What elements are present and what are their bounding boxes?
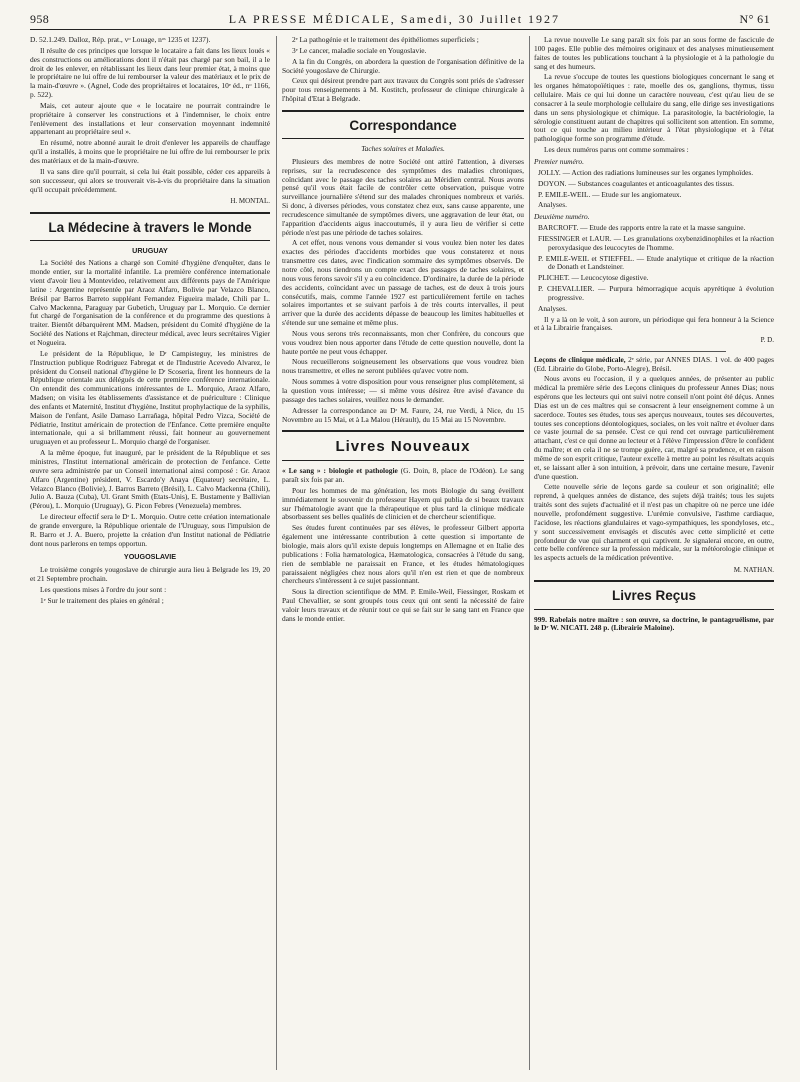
column-divider (529, 36, 530, 1070)
list-item: FIESSINGER et LAUR. — Les granulations oxybenzidinophiles et la réaction peroxydasique des leucocytes de l'homme. (538, 233, 774, 252)
paragraph: Ses études furent continuées par ses élèves, le professeur Gilbert apporta également une intéressante contribution à cette question si importante de biologie, mais alors qu'il existe depuis longtemps en Allemagne et en Italie des publications : Folia hæmatologica, Hæmatologica, consacrées à l'étude du sang, rien de semblable ne paraissait en France, et les études hématologiques paraissaient négligées chez nous alors qu'il n'en est rien et que de nombreux chercheurs s'intéressent à ce sujet passionnant. (282, 523, 524, 586)
list-item: PLICHET. — Leucocytose digestive. (538, 273, 649, 283)
contents-list (534, 224, 774, 314)
paragraph: 1ᵉ Sur le traitement des plaies en général ; (40, 595, 164, 605)
section-title-livres-recus: Livres Reçus (534, 580, 774, 609)
paragraph: Mais, cet auteur ajoute que « le locataire ne pourrait contraindre le propriétaire à conserver les constructions et à l'indemniser, le choix entre l'enlèvement des installations et leur conservation moyennant indemnité appartenant au propriétaire seul ». (30, 100, 270, 137)
list-item: Analyses. (538, 303, 567, 313)
author-signature: P. D. (760, 336, 774, 345)
page-number: 958 (30, 12, 50, 26)
paragraph: D. 52.1.249. Dalloz, Rép. prat., vᵒ Louage, nᵒˢ 1235 et 1237). (30, 35, 211, 44)
book-entry (282, 467, 524, 485)
paragraph: Les deux numéros parus ont comme sommaires : (544, 145, 689, 155)
book-entry (534, 356, 774, 374)
separator-rule (582, 351, 726, 352)
issue-label: Deuxième numéro. (534, 212, 590, 222)
paragraph: Il va sans dire qu'il pourrait, si cela lui était possible, céder ces appareils à son successeur, qui alors se trouverait vis-à-vis du propriétaire dans la situation qu'il occupait précédemment. (30, 166, 270, 194)
paragraph: La revue s'occupe de toutes les questions biologiques concernant le sang et les organes hématopoïétiques : rate, moelle des os, ganglions, thymus, tissu cellulaire. Mais ce qui lui donne un caractère nouveau, c'est qu'au lieu de se consacrer à la seule morphologie cellulaire du sang, elle dirige ses investigations dans un sens physiologique et chimique. La parasitologie, la bactériologie, la sérologie constituent autant de chapitres qui sollicitent son attention. En somme, tout ce qui touche au milieu intérieur à l'état physiologique et à l'état pathologique forme son programme d'étude. (534, 72, 774, 144)
paragraph: La revue nouvelle Le sang paraît six fois par an sous forme de fascicule de 100 pages. Elle publie des mémoires originaux et des analyses minutieusement faites de toutes les publications touchant à la physiologie et à la pathologie du sang et des humeurs. (534, 35, 774, 71)
list-item: JOLLY. — Action des radiations lumineuses sur les organes lymphoïdes. (538, 167, 754, 177)
author-signature: M. NATHAN. (733, 566, 774, 575)
section-title-correspondance: Correspondance (282, 110, 524, 139)
paragraph: Cette nouvelle série de leçons garde sa couleur et son originalité; elle reprend, à quelques années de distance, des sujets déjà traités; tous les sujets traités sont des sujets d'actualité et il n'est pas un chapitre où ne perce une idée nouvelle, profondément suggestive. L'urémie convulsive, l'asthme cardiaque, l'acidose, les réactions glandulaires et vago-sympathiques, les spondyloses, etc., y sont successivement envisagés et discutés avec cette simplicité et cette profondeur de vue qui charment et qui captivent. Je signalerai encore, en outre, cette belle conférence sur la profession médicale, sur la météorologie clinique et les aspects actuels de la médication préventive. (534, 482, 774, 563)
paragraph: Nous vous serons très reconnaissants, mon cher Confrère, du concours que vous voudrez bien nous apporter dans l'étude de cette question nouvelle, dont la haute portée ne peut vous échapper. (282, 328, 524, 356)
column-divider (276, 36, 277, 1070)
paragraph: Nous avons eu l'occasion, il y a quelques années, de présenter au public médical la première série des Leçons cliniques du professeur Annes Dias; nous espérons que les lecteurs qui ont suivi notre conseil n'ont point été déçus. Annes Dias est un de ces maîtres qui se consacrent à leur enseignement comme à un sacerdoce. Toutes ses études, tous ses aperçus nouveaux, toutes ses découvertes, toutes ses conceptions déontologiques, sociales, on les voit naître et évoluer dans ce vaste journal de sa pensée. C'est ce qui rend cet ouvrage particulièrement attachant, c'est ce qui donne au lecteur et à l'élève l'impression d'être le confident du maître; et en cela il ne se trompe guère, car, malgré sa prudence, et en raison même de son esprit critique, l'auteur excelle à mettre au point les résultats acquis et, se laissant aller à son intuition, à prévoir, dans une certaine mesure, l'avenir d'une question. (534, 374, 774, 481)
paragraph: Le président de la République, le Dʳ Campisteguy, les ministres de l'Instruction publique Rodriguez Fabregat et de l'Industrie Acevedo Alvarez, le président du Conseil national d'hygiène le Dʳ Scoseria, firent les honneurs de la République orientale aux délégués de cette première conférence internationale. On entendit des communications intéressantes de L. Morquio, Araoz Alfaro, Madsen; on visita les établissements d'assistance et de puériculture : Clinique des enfants et Maternité, Institut d'hygiène, Institut prophylactique de la syphilis, Maison de l'enfant, Asile Damaso Larrañaga, hôpital Pedro Vizca, Société de Pédiatrie, Institut américain de protection de l'Enfance. Cette première enquête internationale, qui a si brillamment réussi, fait honneur au gouvernement uruguayen et au professeur L. Morquio chargé de l'organiser. (30, 348, 270, 447)
paragraph: Nous sommes à votre disposition pour vous renseigner plus complètement, si la question vous intéresse; — si même vous désirez être avisé d'avance du passage des taches solaires, veuillez nous le demander. (282, 377, 524, 404)
paragraph: Le directeur effectif sera le Dʳ L. Morquio. Outre cette création internationale de grande envergure, la République orientale de l'Uruguay, sous l'impulsion de R. Barro et J. A. Buero, projette la création d'un Institut national de Pédiatrie dont nous parlerons en temps opportun. (30, 512, 270, 548)
paragraph: 2ᵉ La pathogénie et le traitement des épithéliomes superficiels ; (292, 35, 479, 44)
paragraph: 3ᵉ Le cancer, maladie sociale en Yougoslavie. (292, 45, 427, 55)
subheading-uruguay: URUGUAY (132, 245, 168, 255)
paragraph: Plusieurs des membres de notre Société ont attiré l'attention, à diverses reprises, sur la recrudescence des symptômes des maladies chroniques, coïncidant avec le passage des taches solaires au Méridien central. Nous avons pensé qu'il vous était facile de contrôler cette observation, puisque votre surveillance journalière s'étend sur des malades chroniques nombreux et variés. Si donc, à diverses périodes, vous constatez chez eux, sans cause apparente, une recrudescence simultanée de symptômes divers, une aggravation de leur état, ou l'apparition d'accidents aigus inaccoutumés, il y aura lieu de vérifier si cette période n'est pas une période de taches solaires. (282, 156, 524, 237)
page-header (30, 12, 770, 30)
paragraph: Adresser la correspondance au Dʳ M. Faure, 24, rue Verdi, à Nice, du 15 Novembre au 15 Mai, et à La Malou (Hérault), du 15 Mai au 15 Novembre. (282, 405, 524, 424)
paragraph: Pour les hommes de ma génération, les mots Biologie du sang éveillent immédiatement le souvenir du professeur Hayem qui publia de si beaux travaux sur l'hématologie avant que la thérapeutique et plus tard la clinique médicale absorbassent ses belles qualités de clinicien et de chercheur scientifique. (282, 485, 524, 522)
paragraph: Sous la direction scientifique de MM. P. Emile-Weil, Fiessinger, Roskam et Paul Chevallier, se sont groupés tous ceux qui ont senti la nécessité de faire valoir leurs travaux et de réunir tout ce qui se fait sur le sang tant en France que dans le monde entier. (282, 587, 524, 623)
contents-list (534, 169, 774, 210)
book-details: (G. Doin, 8, place de l'Odéon). Le sang paraît six fois par an. (282, 466, 524, 485)
list-item: P. EMILE-WEIL. — Etude sur les angiomateux. (538, 189, 682, 199)
list-item: Analyses. (538, 200, 567, 210)
column-1 (30, 36, 270, 607)
book-entry: 999. Rabelais notre maître : son œuvre, sa doctrine, le pantagruélisme, par le Dʳ W. NICATI. 248 p. (Librairie Maloine). (534, 614, 774, 633)
column-3 (534, 36, 774, 635)
list-item: P. EMILE-WEIL et STIEFFEL. — Etude analytique et critique de la réaction de Donath et Landsteiner. (538, 253, 774, 272)
column-2 (282, 36, 524, 626)
article-subtitle: Taches solaires et Maladies. (361, 144, 445, 154)
paragraph: En résumé, notre abonné aurait le droit d'enlever les appareils de chauffage qu'il a installés, à moins que le propriétaire ne lui offre de lui rembourser le prix des matériaux et de la main-d'œuvre. (30, 138, 270, 165)
paragraph: Le troisième congrès yougoslave de chirurgie aura lieu à Belgrade les 19, 20 et 21 Septembre prochain. (30, 565, 270, 583)
book-title: Leçons de clinique médicale, (534, 354, 626, 364)
subheading-yougoslavie: YOUGOSLAVIE (123, 552, 177, 562)
book-details: 2ᵉ série, par ANNES DIAS. 1 vol. de 400 pages (Ed. Librairie do Globe, Porto-Alegre), Brésil. (534, 354, 774, 373)
list-item: DOYON. — Substances coagulantes et anticoagulantes des tissus. (538, 178, 735, 188)
issue-label: Premier numéro. (534, 156, 584, 166)
paragraph: Il y a là on le voit, à son aurore, un périodique qui fera honneur à la Science et à la Librairie françaises. (534, 314, 774, 333)
book-title: « Le sang » : biologie et pathologie (282, 466, 398, 476)
paragraph: Il résulte de ces principes que lorsque le locataire a fait dans les lieux loués « des constructions ou améliorations dont il n'était pas chargé par son bail, il a le droit de les enlever, en rétablissant les lieux dans leur premier état, à moins que le propriétaire ne lui offre de lui rembourser la valeur des matériaux et le prix de la main-d'œuvre ». (Agnel, Code des propriétaires et locataires, 10ᵉ éd., nᵒ 1166, p. 522). (30, 45, 270, 100)
author-signature: H. MONTAL. (230, 197, 270, 206)
paragraph: Les questions mises à l'ordre du jour sont : (40, 584, 167, 594)
paragraph: A cet effet, nous venons vous demander si vous voulez bien noter les dates exactes des périodes d'accidents morbides que vous constaterez et nous transmettre ces dates, avec l'indication sommaire des symptômes observés. De notre côté, nous tiendrons un compte exact des passages de taches solaires, et nous vous ferons savoir s'il y a eu coïncidence. D'ordinaire, la durée de la période des accidents, coïncidant avec un passage de taches, est de deux à trois jours consécutifs, mais, comme l'année 1927 est particulièrement fertile en taches solaires importantes et se suivant parfois à de très courts intervalles, il peut arriver que la durée des accidents dépasse de beaucoup les limites habituelles et s'étende sur une semaine et même plus. (282, 238, 524, 328)
issue-number: N° 61 (739, 12, 770, 26)
paragraph: A la même époque, fut inauguré, par le président de la République et ses ministres, l'Institut international américain de protection de l'enfance. Cette œuvre sera administrée par un Conseil international ainsi composé : Gr. Araoz Alfaro (Argentine) président, V. Escardo'y Anaya (Equateur) secrétaire, L. Velazco Blanco (Bolivie), J. Barros Barreto (Brésil), L. Calvo Mackenna (Chili), Julio A. Bauza (Cuba), Ul. Grant Smith (Etats-Unis), E. Bustamente y Ballivian (Pérou), L. Morquio (Uruguay), G. Picon Febres (Venezuela) membres. (30, 448, 270, 511)
paragraph: La Société des Nations a chargé son Comité d'hygiène d'enquêter, dans le monde entier, sur la mortalité infantile. La première conférence internationale vient d'avoir lieu à Montevideo, relativement aux différents pays de l'Amérique latine : Argentine représentée par Araoz Alfaro, Bolivie par Velazco Blanco, Brésil par Barros Barreto suppléant Fernandez Figueira malade, Chili par L. Calvo Mackenna, Paraguay par Gubetich, Uruguay par L. Morquio. Ce dernier fut chargé de l'organisation de la conférence et du programme des questions à traiter. Bientôt débarquèrent MM. Madsen, président du Comité d'hygiène de la Société des Nations et Rajchman, directeur médical, avec leurs secrétaires Vigier et Nogueira. (30, 258, 270, 348)
paragraph: Nous recueillerons soigneusement les observations que vous voudrez bien nous transmettre, et elles ne seront publiées qu'avec votre nom. (282, 357, 524, 376)
journal-date-line: LA PRESSE MÉDICALE, Samedi, 30 Juillet 1927 (228, 12, 561, 26)
paragraph: A la fin du Congrès, on abordera la question de l'organisation définitive de la Société yougoslave de Chirurgie. (282, 56, 524, 75)
section-title-medecine-monde: La Médecine à travers le Monde (30, 212, 270, 241)
list-item: BARCROFT. — Etude des rapports entre la rate et la masse sanguine. (538, 223, 746, 233)
list-item: P. CHEVALLIER. — Purpura hémorragique acquis apyrétique à évolution progressive. (538, 284, 774, 302)
paragraph: Ceux qui désireut prendre part aux travaux du Congrès sont priés de s'adresser pour tous renseignements à M. Kostitch, professeur de clinique chirurgicale à l'hôpital d'Etat à Belgrade. (282, 76, 524, 104)
section-title-livres-nouveaux: Livres Nouveaux (282, 430, 524, 461)
